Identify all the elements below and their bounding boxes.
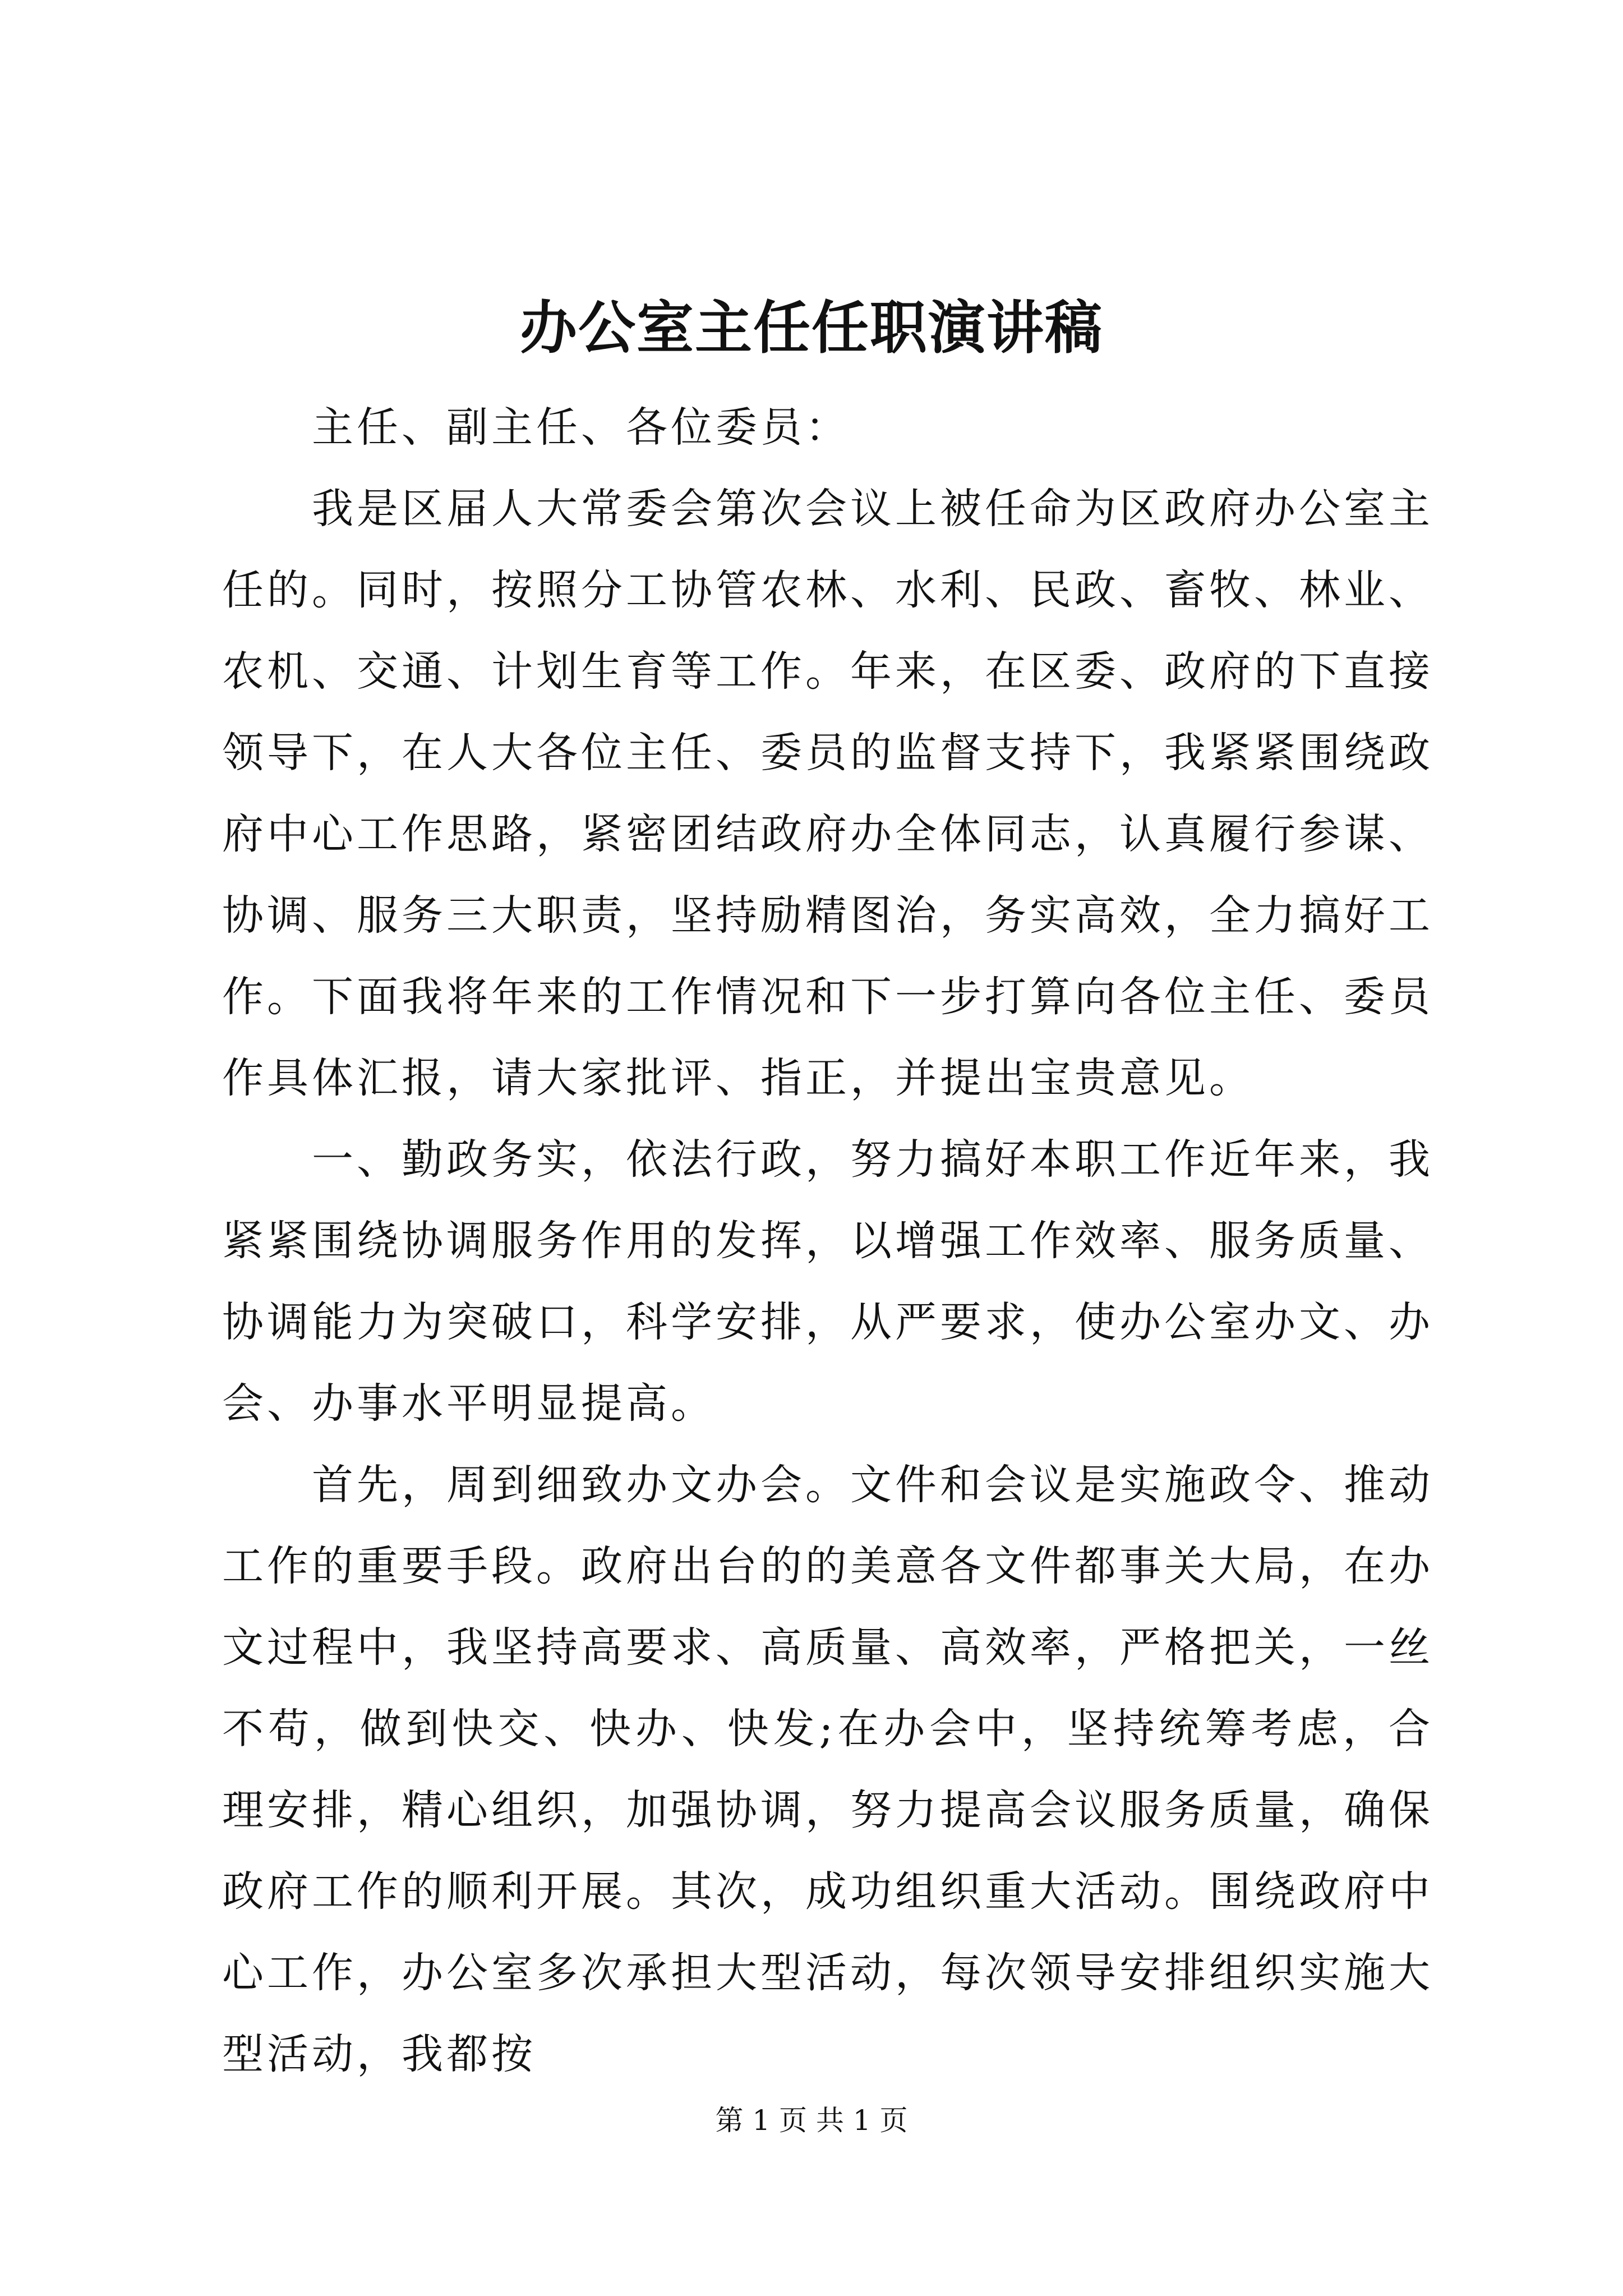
salutation-paragraph: 主任、副主任、各位委员：	[312, 403, 850, 452]
intro-paragraph: 我是区届人大常委会第次会议上被任命为区政府办公室主任的。同时，按照分工协管农林、水利、民政、畜牧、林业、农机、交通、计划生育等工作。年来，在区委、政府的下直接领导下，在人大各位主任、委员的监督支持下，我紧紧围绕政府中心工作思路，紧密团结政府办全体同志，认真履行参谋、协调、服务三大职责，坚持励精图治，务实高效，全力搞好工作。下面我将年来的工作情况和下一步打算向各位主任、委员作具体汇报，请大家批评、指正，并提出宝贵意见。	[222, 485, 1433, 1102]
section-one-paragraph: 一、勤政务实，依法行政，努力搞好本职工作近年来，我紧紧围绕协调服务作用的发挥，以增强工作效率、服务质量、协调能力为突破口，科学安排，从严要求，使办公室办文、办会、办事水平明显提高。	[222, 1135, 1433, 1428]
document-body	[222, 387, 1433, 2095]
work-details-paragraph: 首先，周到细致办文办会。文件和会议是实施政令、推动工作的重要手段。政府出台的的美意各文件都事关大局，在办文过程中，我坚持高要求、高质量、高效率，严格把关，一丝不苟，做到快交、快办、快发;在办会中，坚持统筹考虑，合理安排，精心组织，加强协调，努力提高会议服务质量，确保政府工作的顺利开展。其次，成功组织重大活动。围绕政府中心工作，办公室多次承担大型活动，每次领导安排组织实施大型活动，我都按	[222, 1461, 1433, 2078]
document-title: 办公室主任任职演讲稿	[520, 295, 1103, 362]
page-footer: 第 1 页 共 1 页	[715, 2104, 908, 2137]
